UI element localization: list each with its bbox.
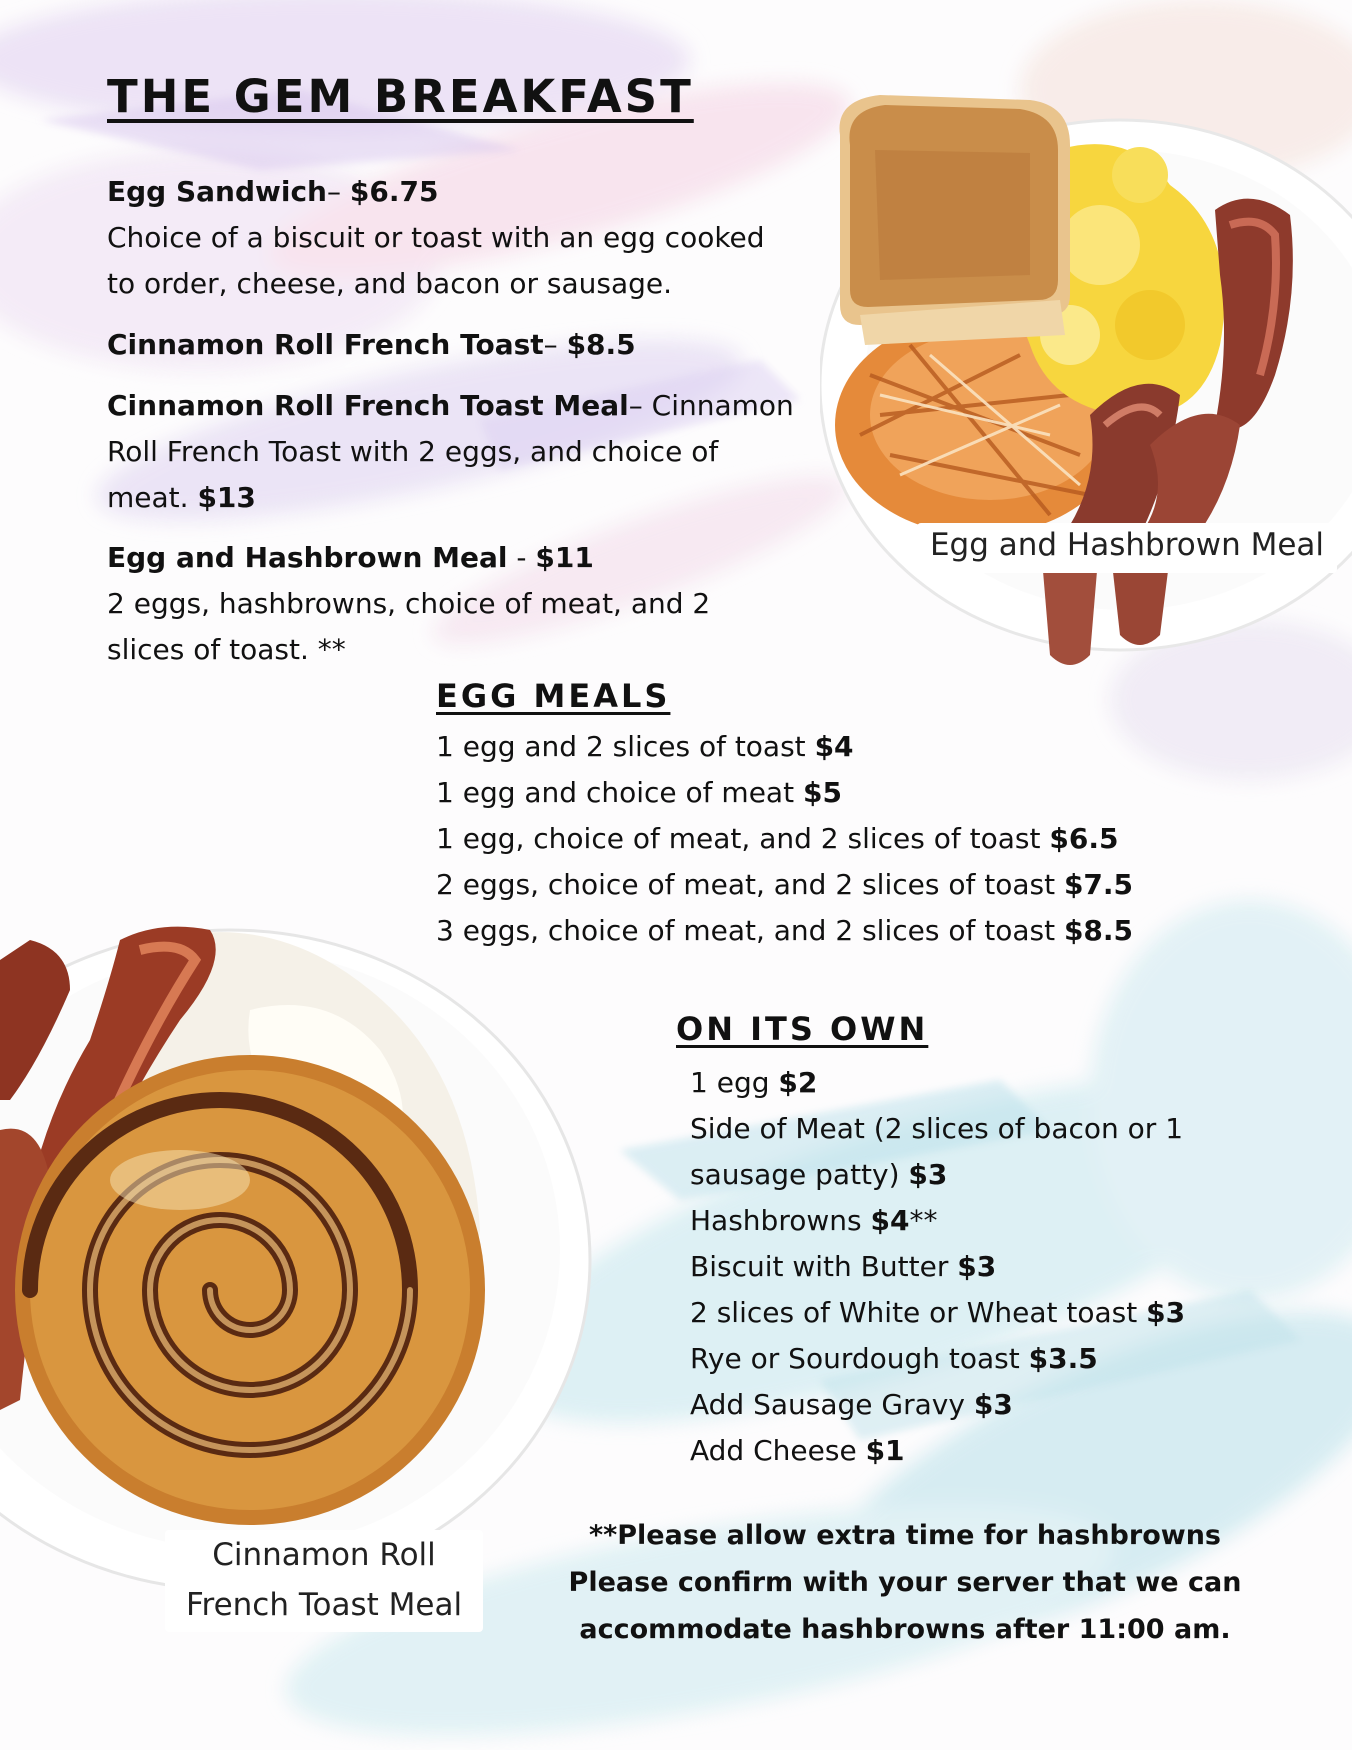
notice-line: accommodate hashbrowns after 11:00 am. (579, 1614, 1231, 1645)
list-item: Biscuit with Butter $3 (690, 1250, 997, 1283)
caption-text: Egg and Hashbrown Meal (929, 527, 1325, 563)
hashbrown-notice (555, 1512, 1255, 1653)
list-item: 1 egg and choice of meat $5 (436, 776, 842, 809)
item-separator: – (543, 328, 567, 361)
notice-line: **Please allow extra time for hashbrowns (589, 1520, 1221, 1551)
list-item: Add Sausage Gravy $3 (690, 1388, 1013, 1421)
photo-caption-egg-hashbrown (917, 523, 1337, 573)
item-separator: – (628, 389, 652, 422)
menu-item-cinnamon-roll-french-toast (107, 322, 827, 368)
cinnamon-roll-meal-photo (0, 880, 600, 1600)
egg-hashbrown-meal-photo (820, 95, 1352, 675)
list-item: Hashbrowns $4** (690, 1204, 938, 1237)
menu-item-egg-sandwich (107, 169, 827, 307)
caption-line-2: French Toast Meal (185, 1587, 463, 1623)
item-description: meat. (107, 481, 198, 514)
section-heading-egg-meals: EGG MEALS (436, 677, 671, 715)
item-separator: - (507, 541, 536, 574)
list-item: 3 eggs, choice of meat, and 2 slices of toast $8.5 (436, 914, 1134, 947)
egg-meals-list (436, 724, 1133, 954)
menu-item-egg-hashbrown-meal (107, 535, 827, 673)
item-price: $6.75 (349, 175, 439, 208)
list-item: sausage patty) $3 (690, 1158, 948, 1191)
list-item: 1 egg $2 (690, 1066, 818, 1099)
on-its-own-list (690, 1060, 1185, 1474)
item-name: Egg Sandwich (107, 175, 327, 208)
item-name: Cinnamon Roll French Toast Meal (107, 389, 629, 422)
item-description: slices of toast. ** (107, 633, 346, 666)
item-name: Egg and Hashbrown Meal (107, 541, 508, 574)
item-description: Roll French Toast with 2 eggs, and choice of (107, 435, 719, 468)
list-item: 1 egg, choice of meat, and 2 slices of toast $6.5 (436, 822, 1119, 855)
list-item: 2 slices of White or Wheat toast $3 (690, 1296, 1186, 1329)
section-heading-on-its-own: ON ITS OWN (676, 1010, 929, 1048)
notice-line: Please confirm with your server that we can (568, 1567, 1242, 1598)
menu-item-cinnamon-roll-meal (107, 383, 827, 521)
item-description: Cinnamon (651, 389, 794, 422)
item-description: 2 eggs, hashbrowns, choice of meat, and 2 (107, 587, 711, 620)
caption-line-1: Cinnamon Roll (212, 1537, 436, 1573)
item-separator: – (327, 175, 350, 208)
page-title: THE GEM BREAKFAST (107, 70, 694, 123)
item-description: Choice of a biscuit or toast with an egg cooked (107, 221, 765, 254)
item-name: Cinnamon Roll French Toast (107, 328, 544, 361)
item-price: $8.5 (566, 328, 636, 361)
list-item: Add Cheese $1 (690, 1434, 905, 1467)
list-item: Side of Meat (2 slices of bacon or 1 (690, 1112, 1184, 1145)
list-item: Rye or Sourdough toast $3.5 (690, 1342, 1098, 1375)
item-price: $11 (535, 541, 594, 574)
list-item: 1 egg and 2 slices of toast $4 (436, 730, 854, 763)
item-description: to order, cheese, and bacon or sausage. (107, 267, 673, 300)
photo-caption-cinnamon-roll (165, 1530, 483, 1632)
item-price: $13 (197, 481, 256, 514)
list-item: 2 eggs, choice of meat, and 2 slices of toast $7.5 (436, 868, 1134, 901)
